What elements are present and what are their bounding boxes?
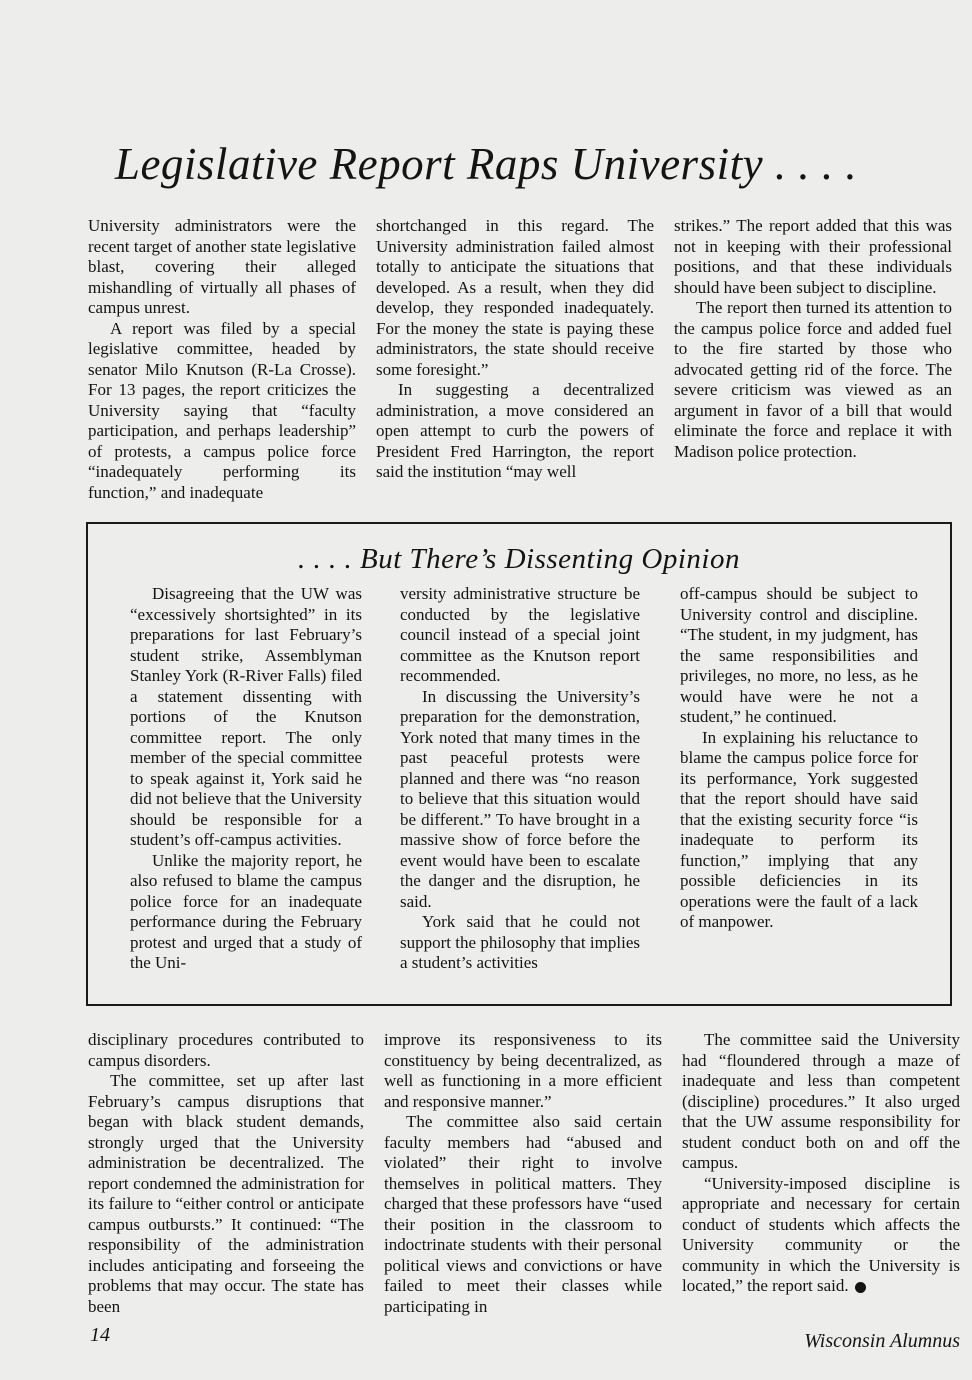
paragraph: In explaining his reluctance to blame the campus police force for its performance, York suggested that the report should have said that the existing security force “is inadequate to perform its function,” implying that any possible deficiencies in its operations were the fault of a lack of manpower. bbox=[680, 727, 918, 931]
paragraph: strikes.” The report added that this was not in keeping with their professional positions, and that these individuals should have been subject to discipline. bbox=[674, 216, 952, 297]
paragraph: The committee, set up after last February’s campus disruptions that began with black student demands, strongly urged that the University administration be decentralized. The report condemned the administration for its failure to “either control or anticipate campus outbursts.” It continued: “The responsibility of the administration includes anticipating and forseeing the problems that may occur. The state has been bbox=[88, 1071, 364, 1316]
article-title: Legislative Report Raps University . . . . bbox=[114, 139, 858, 189]
sidebar-column-3 bbox=[680, 584, 918, 933]
paragraph: York said that he could not support the philosophy that implies a student’s activities bbox=[400, 912, 640, 972]
end-of-article-bullet-icon bbox=[855, 1282, 866, 1293]
article-bottom-column-3 bbox=[682, 1030, 960, 1297]
article-top-column-2 bbox=[376, 216, 654, 483]
paragraph: Unlike the majority report, he also refused to blame the campus police force for an inadequate performance during the February protest and urged that a study of the Uni- bbox=[130, 850, 362, 972]
paragraph: disciplinary procedures contributed to campus disorders. bbox=[88, 1030, 364, 1070]
paragraph-text: “University-imposed discipline is appropriate and necessary for certain conduct of students which affects the University community or the community in which the University is located,” the report said. bbox=[682, 1173, 960, 1295]
sidebar-title: . . . . But There’s Dissenting Opinion bbox=[298, 543, 740, 575]
sidebar-column-2 bbox=[400, 584, 640, 974]
paragraph: Disagreeing that the UW was “excessively shortsighted” in its preparations for last February’s student strike, Assemblyman Stanley York (R-River Falls) filed a statement dissenting with portions of the Knutson committee report. The only member of the special committee to speak against it, York said he did not believe that the University should be responsible for a student’s off-campus activities. bbox=[130, 584, 362, 849]
paragraph: off-campus should be subject to University control and discipline. “The student, in my judgment, has the same responsibilities and privileges, no more, no less, as he would have were he not a student,” he continued. bbox=[680, 584, 918, 726]
paragraph: The committee also said certain faculty members had “abused and violated” their right to involve themselves in political matters. They charged that these professors have “used their position in the classroom to indoctrinate students with their personal political views and convictions or have failed to meet their classes while participating in bbox=[384, 1112, 662, 1316]
paragraph: A report was filed by a special legislative committee, headed by senator Milo Knutson (R-La Crosse). For 13 pages, the report criticizes the University saying that “faculty participation, and perhaps leadership” of protests, a campus police force “inadequately performing its function,” and inadequate bbox=[88, 318, 356, 502]
sidebar-column-1 bbox=[130, 584, 362, 974]
paragraph: University administrators were the recent target of another state legislative blast, covering their alleged mishandling of virtually all phases of campus unrest. bbox=[88, 216, 356, 317]
page-number: 14 bbox=[90, 1324, 110, 1346]
magazine-name: Wisconsin Alumnus bbox=[804, 1330, 960, 1352]
paragraph bbox=[682, 1174, 960, 1297]
paragraph: improve its responsiveness to its constituency by being decentralized, as well as functioning in a more efficient and responsive manner.” bbox=[384, 1030, 662, 1111]
article-bottom-column-2 bbox=[384, 1030, 662, 1317]
paragraph: The committee said the University had “floundered through a maze of inadequate and less than competent (discipline) procedures.” It also urged that the UW assume responsibility for student conduct both on and off the campus. bbox=[682, 1030, 960, 1172]
paragraph: In suggesting a decentralized administration, a move considered an open attempt to curb the powers of President Fred Harrington, the report said the institution “may well bbox=[376, 380, 654, 481]
paragraph: The report then turned its attention to the campus police force and added fuel to the fire started by those who advocated getting rid of the force. The severe criticism was viewed as an argument in favor of a bill that would eliminate the force and replace it with Madison police protection. bbox=[674, 298, 952, 461]
article-top-column-1 bbox=[88, 216, 356, 503]
paragraph: versity administrative structure be conducted by the legislative council instead of a special joint committee as the Knutson report recommended. bbox=[400, 584, 640, 685]
paragraph: In discussing the University’s preparation for the demonstration, York noted that many times in the past peaceful protests were planned and there was “no reason to believe that this situation would be different.” To have brought in a massive show of force before the event would have been to escalate the danger and the disruption, he said. bbox=[400, 686, 640, 911]
paragraph: shortchanged in this regard. The University administration failed almost totally to anticipate the situations that developed. As a result, when they did develop, they responded inadequately. For the money the state is paying these administrators, the state should receive some foresight.” bbox=[376, 216, 654, 379]
article-bottom-column-1 bbox=[88, 1030, 364, 1317]
article-top-column-3 bbox=[674, 216, 952, 462]
dissent-sidebar-box bbox=[86, 522, 952, 1006]
